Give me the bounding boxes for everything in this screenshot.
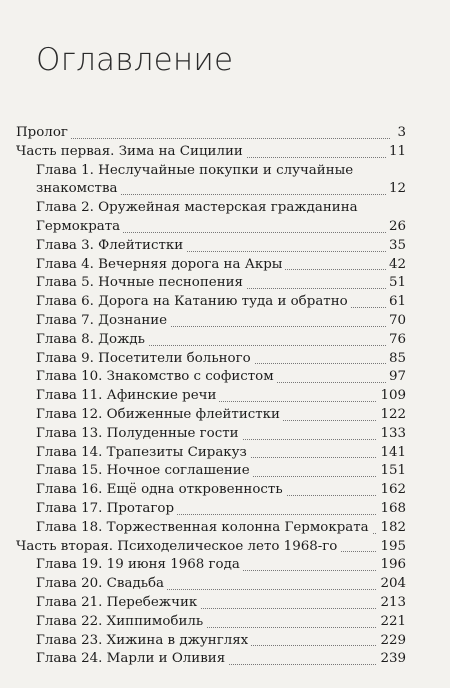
toc-entry	[0, 274, 450, 293]
toc-part-entry	[0, 143, 450, 162]
toc-entry	[0, 519, 450, 538]
toc-entry-label: Глава 10. Знакомство с софистом	[36, 369, 277, 384]
toc-entry-label: Глава 21. Перебежчик	[36, 595, 200, 610]
page-title: Оглавление	[36, 42, 234, 78]
toc-entry-label: Глава 22. Хиппимобиль	[36, 614, 206, 629]
toc-entry	[0, 387, 450, 406]
toc-entry-label: Глава 14. Трапезиты Сиракуз	[36, 445, 250, 460]
toc-page-number: 151	[377, 462, 406, 481]
dot-leader	[60, 138, 390, 139]
toc-page-number: 141	[377, 444, 406, 463]
toc-entry-label: Глава 18. Торжественная колонна Гермократа	[36, 520, 372, 535]
toc-page-number: 213	[377, 594, 406, 613]
toc-page-number: 51	[386, 274, 406, 293]
toc-page-number: 122	[377, 406, 406, 425]
toc-entry	[0, 650, 450, 669]
toc-entry-label: Глава 16. Ещё одна откровенность	[36, 482, 286, 497]
toc-page-number: 239	[377, 650, 406, 669]
toc-entry-continuation	[0, 180, 450, 199]
toc-entry	[0, 481, 450, 500]
toc-page-number: 168	[377, 500, 406, 519]
toc-page-number: 162	[377, 481, 406, 500]
toc-page-number: 182	[377, 519, 406, 538]
toc-entry-label: Глава 24. Марли и Оливия	[36, 651, 228, 666]
toc-entry	[0, 406, 450, 425]
toc-entry-continuation	[0, 218, 450, 237]
toc-entry	[0, 613, 450, 632]
toc-entry	[0, 462, 450, 481]
toc-entry	[0, 368, 450, 387]
toc-entry	[0, 199, 450, 218]
table-of-contents	[0, 124, 450, 669]
toc-entry	[0, 350, 450, 369]
toc-entry-label-line2: Гермократа	[36, 219, 123, 234]
toc-entry-label: Пролог	[16, 125, 71, 140]
toc-entry-label: Часть вторая. Психоделическое лето 1968-го	[16, 539, 340, 554]
toc-entry	[0, 425, 450, 444]
toc-entry-label: Глава 19. 19 июня 1968 года	[36, 557, 243, 572]
toc-entry	[0, 293, 450, 312]
toc-page-number: 76	[386, 331, 406, 350]
toc-part-entry	[0, 538, 450, 557]
toc-entry-label: Глава 3. Флейтистки	[36, 238, 186, 253]
toc-entry	[0, 237, 450, 256]
toc-entry-label: Глава 2. Оружейная мастерская гражданина	[36, 200, 361, 215]
toc-entry	[0, 331, 450, 350]
toc-entry-label: Глава 23. Хижина в джунглях	[36, 633, 251, 648]
toc-page-number: 196	[377, 556, 406, 575]
toc-entry-label: Глава 9. Посетители больного	[36, 351, 254, 366]
toc-page-number: 11	[386, 143, 406, 162]
toc-page-number: 26	[386, 218, 406, 237]
toc-entry	[0, 632, 450, 651]
toc-entry-label: Глава 11. Афинские речи	[36, 388, 219, 403]
toc-page-number: 35	[386, 237, 406, 256]
toc-page-number: 133	[377, 425, 406, 444]
toc-page-number: 97	[386, 368, 406, 387]
toc-entry-label: Глава 1. Неслучайные покупки и случайные	[36, 163, 356, 178]
toc-entry-label: Глава 7. Дознание	[36, 313, 170, 328]
toc-page-number: 204	[377, 575, 406, 594]
toc-part-entry	[0, 124, 450, 143]
toc-entry-label: Глава 15. Ночное соглашение	[36, 463, 253, 478]
toc-page-number: 109	[377, 387, 406, 406]
toc-entry-label: Глава 5. Ночные песнопения	[36, 275, 246, 290]
toc-page-number: 195	[377, 538, 406, 557]
toc-entry-label: Глава 12. Обиженные флейтистки	[36, 407, 283, 422]
toc-page-number: 42	[386, 256, 406, 275]
toc-entry-label: Глава 20. Свадьба	[36, 576, 167, 591]
toc-entry	[0, 594, 450, 613]
toc-page-number: 12	[386, 180, 406, 199]
toc-entry-label: Глава 8. Дождь	[36, 332, 148, 347]
toc-page-number: 70	[386, 312, 406, 331]
toc-entry-label: Глава 6. Дорога на Катанию туда и обратно	[36, 294, 351, 309]
toc-entry-label: Глава 17. Протагор	[36, 501, 177, 516]
toc-page-number: 85	[386, 350, 406, 369]
toc-entry-label: Глава 4. Вечерняя дорога на Акры	[36, 257, 285, 272]
toc-entry-label: Часть первая. Зима на Сицилии	[16, 144, 246, 159]
toc-page-number: 3	[394, 124, 406, 143]
toc-entry	[0, 500, 450, 519]
toc-page-number: 229	[377, 632, 406, 651]
toc-entry	[0, 556, 450, 575]
toc-entry	[0, 256, 450, 275]
toc-entry	[0, 575, 450, 594]
toc-entry	[0, 162, 450, 181]
toc-entry-label-line2: знакомства	[36, 181, 121, 196]
toc-page-number: 221	[377, 613, 406, 632]
toc-entry	[0, 444, 450, 463]
toc-entry-label: Глава 13. Полуденные гости	[36, 426, 242, 441]
toc-entry	[0, 312, 450, 331]
toc-page-number: 61	[386, 293, 406, 312]
